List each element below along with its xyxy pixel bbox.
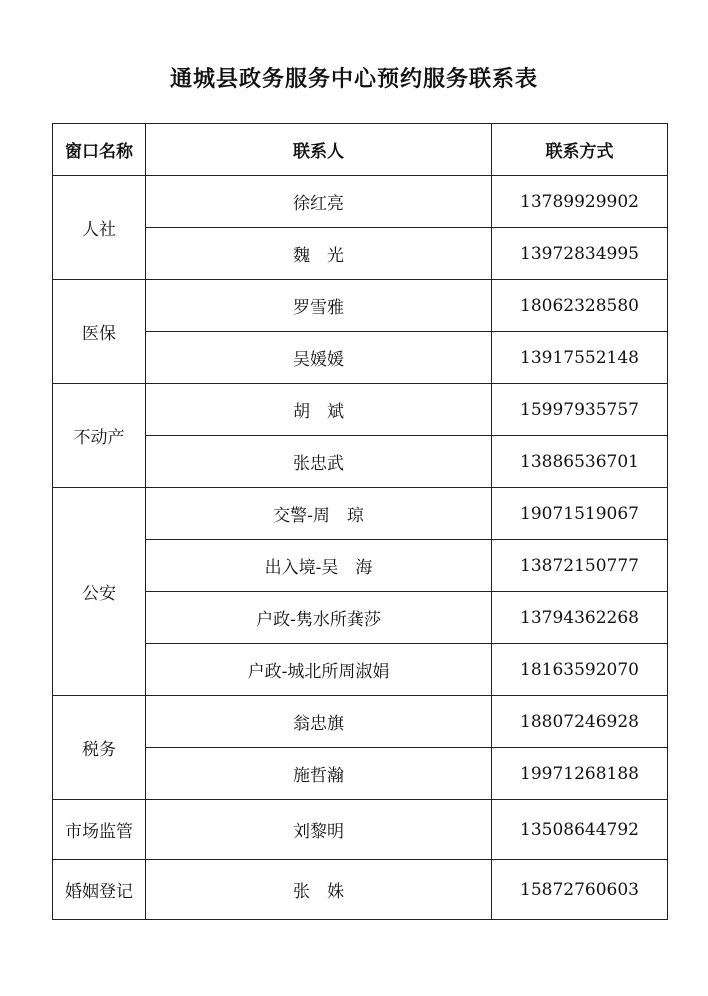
contact-name: 交警-周 琼 xyxy=(146,488,492,540)
contact-name: 翁忠旗 xyxy=(146,696,492,748)
table-row xyxy=(53,644,668,696)
contact-name: 出入境-吴 海 xyxy=(146,540,492,592)
dept-cell: 税务 xyxy=(53,696,146,800)
phone-number: 13508644792 xyxy=(492,800,668,860)
table-row xyxy=(53,228,668,280)
table-row xyxy=(53,748,668,800)
table-row xyxy=(53,800,668,860)
phone-number: 18163592070 xyxy=(492,644,668,696)
contact-name: 张 姝 xyxy=(146,860,492,920)
table-row xyxy=(53,488,668,540)
dept-cell: 不动产 xyxy=(53,384,146,488)
header-dept: 窗口名称 xyxy=(53,124,146,176)
table-row xyxy=(53,860,668,920)
contact-name: 胡 斌 xyxy=(146,384,492,436)
header-phone: 联系方式 xyxy=(492,124,668,176)
dept-cell: 公安 xyxy=(53,488,146,696)
phone-number: 13886536701 xyxy=(492,436,668,488)
contact-name: 刘黎明 xyxy=(146,800,492,860)
phone-number: 19971268188 xyxy=(492,748,668,800)
phone-number: 18807246928 xyxy=(492,696,668,748)
contact-name: 户政-城北所周淑娟 xyxy=(146,644,492,696)
dept-cell: 人社 xyxy=(53,176,146,280)
phone-number: 19071519067 xyxy=(492,488,668,540)
page-title: 通城县政务服务中心预约服务联系表 xyxy=(169,67,538,92)
phone-number: 13917552148 xyxy=(492,332,668,384)
table-row xyxy=(53,384,668,436)
contact-table xyxy=(52,123,668,920)
dept-cell: 医保 xyxy=(53,280,146,384)
phone-number: 13789929902 xyxy=(492,176,668,228)
dept-cell: 市场监管 xyxy=(53,800,146,860)
table-header-row xyxy=(53,124,668,176)
contact-name: 吴媛媛 xyxy=(146,332,492,384)
table-row xyxy=(53,696,668,748)
phone-number: 18062328580 xyxy=(492,280,668,332)
phone-number: 15872760603 xyxy=(492,860,668,920)
table-row xyxy=(53,436,668,488)
phone-number: 13872150777 xyxy=(492,540,668,592)
contact-name: 魏 光 xyxy=(146,228,492,280)
contact-name: 张忠武 xyxy=(146,436,492,488)
table-row xyxy=(53,540,668,592)
table-row xyxy=(53,332,668,384)
contact-name: 施哲瀚 xyxy=(146,748,492,800)
table-row xyxy=(53,592,668,644)
table-row xyxy=(53,176,668,228)
contact-name: 户政-隽水所龚莎 xyxy=(146,592,492,644)
phone-number: 13794362268 xyxy=(492,592,668,644)
contact-name: 徐红亮 xyxy=(146,176,492,228)
table-row xyxy=(53,280,668,332)
phone-number: 13972834995 xyxy=(492,228,668,280)
contact-name: 罗雪雅 xyxy=(146,280,492,332)
header-contact: 联系人 xyxy=(146,124,492,176)
dept-cell: 婚姻登记 xyxy=(53,860,146,920)
phone-number: 15997935757 xyxy=(492,384,668,436)
